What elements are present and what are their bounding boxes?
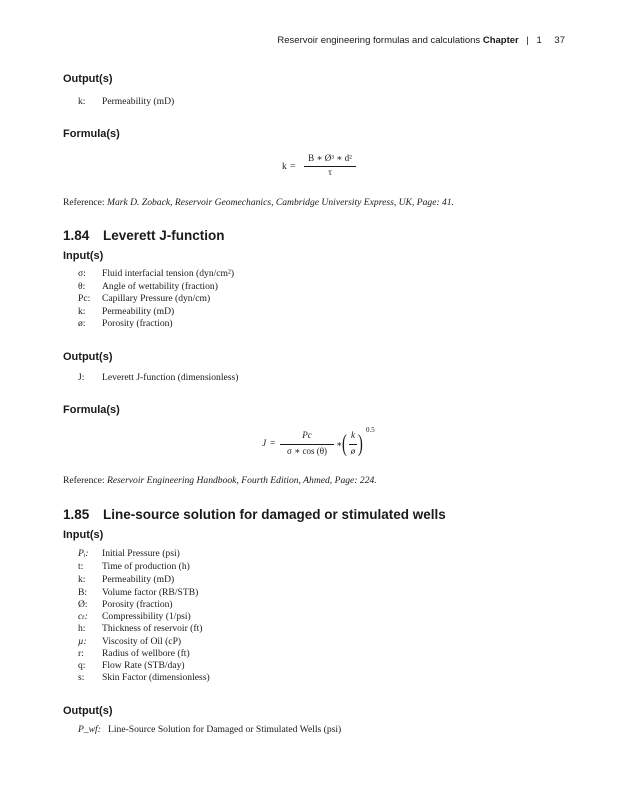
page-number: 37 (554, 35, 565, 46)
formula-heading: Formula(s) (63, 404, 120, 416)
input-symbol: Pᵢ: (78, 548, 89, 559)
input-symbol: ø: (78, 318, 86, 329)
input-item (78, 636, 181, 647)
reference-label: Reference: (63, 197, 105, 208)
output-item (78, 372, 238, 383)
input-symbol: Ø: (78, 599, 88, 610)
input-text: Radius of wellbore (ft) (102, 648, 190, 659)
reference-source: Reservoir Engineering Handbook, Fourth Edition, Ahmed, Page: 224. (106, 475, 377, 486)
formula-denominator: τ (328, 168, 332, 178)
input-symbol: t: (78, 561, 84, 572)
input-text: Skin Factor (dimensionless) (102, 672, 210, 683)
output-heading: Output(s) (63, 73, 113, 85)
input-symbol: σ: (78, 268, 86, 279)
input-text: Volume factor (RB/STB) (102, 587, 199, 598)
input-item (78, 548, 180, 559)
output-text: Permeability (mD) (102, 96, 175, 107)
running-head (277, 35, 565, 46)
input-item (78, 574, 174, 585)
input-text: Time of production (h) (102, 561, 190, 572)
input-text: Compressibility (1/psi) (102, 611, 191, 622)
output-symbol: J: (78, 372, 85, 383)
input-text: Permeability (mD) (102, 574, 175, 585)
input-heading: Input(s) (63, 529, 104, 541)
permeability-formula (282, 153, 362, 183)
output-text: Line-Source Solution for Damaged or Stimulated Wells (psi) (108, 724, 342, 735)
input-text: Capillary Pressure (dyn/cm) (102, 293, 211, 304)
formula-equals: = (290, 162, 296, 172)
reference-label: Reference: (63, 475, 105, 486)
input-symbol: s: (78, 672, 85, 683)
input-text: Fluid interfacial tension (dyn/cm²) (102, 268, 235, 279)
formula-exponent: 0.5 (366, 426, 375, 434)
input-item (78, 648, 190, 659)
formula-denominator: σ ∗ cos (θ) (286, 446, 328, 456)
input-item (78, 611, 191, 622)
input-symbol: B: (78, 587, 88, 598)
input-text: Porosity (fraction) (102, 599, 173, 610)
input-item (78, 672, 210, 683)
running-head-title: Reservoir engineering formulas and calculations (277, 35, 481, 46)
input-symbol: µ: (78, 636, 87, 647)
input-text: Thickness of reservoir (ft) (102, 623, 203, 634)
input-symbol: h: (78, 623, 86, 634)
formula-equals: = (270, 439, 276, 449)
input-item (78, 599, 173, 610)
input-symbol: q: (78, 660, 86, 671)
input-item (78, 561, 190, 572)
inner-fraction-bar (349, 444, 357, 445)
input-item (78, 318, 173, 329)
section-number: 1.85 (63, 507, 90, 522)
input-symbol: θ: (78, 281, 86, 292)
output-symbol: P_wf: (78, 724, 101, 735)
section-name: Leverett J-function (103, 228, 225, 243)
chapter-label: Chapter (482, 35, 519, 46)
running-head-separator: | (526, 35, 529, 46)
formula-numerator: B ∗ Ø³ ∗ d² (308, 153, 352, 163)
input-item (78, 268, 234, 279)
input-heading: Input(s) (63, 250, 104, 262)
fraction-bar (304, 166, 356, 167)
input-text: Viscosity of Oil (cP) (102, 636, 182, 647)
section-name: Line-source solution for damaged or stimulated wells (103, 507, 446, 522)
reference (63, 475, 377, 486)
input-text: Permeability (mD) (102, 306, 175, 317)
inner-numerator: k (351, 430, 355, 440)
chapter-number: 1 (536, 35, 542, 46)
formula-numerator: Pc (302, 430, 312, 440)
input-item (78, 623, 202, 634)
input-symbol: k: (78, 574, 86, 585)
input-item (78, 281, 218, 292)
input-text: Initial Pressure (psi) (102, 548, 180, 559)
left-paren: ( (342, 431, 347, 457)
input-text: Porosity (fraction) (102, 318, 173, 329)
output-heading: Output(s) (63, 705, 113, 717)
reference (63, 197, 454, 208)
inner-denominator: ø (350, 446, 356, 456)
input-text: Angle of wettability (fraction) (102, 281, 218, 292)
input-text: Flow Rate (STB/day) (102, 660, 185, 671)
input-symbol: k: (78, 306, 86, 317)
output-symbol: k: (78, 96, 86, 107)
input-item (78, 306, 174, 317)
formula-lhs: k (282, 162, 287, 172)
output-item (78, 96, 174, 107)
section-number: 1.84 (63, 228, 90, 243)
multiply-operator: ∗ (336, 440, 343, 450)
output-heading: Output(s) (63, 351, 113, 363)
formula-heading: Formula(s) (63, 128, 120, 140)
output-text: Leverett J-function (dimensionless) (102, 372, 239, 383)
reference-source: Mark D. Zoback, Reservoir Geomechanics, Cambridge University Express, UK, Page: 41. (106, 197, 455, 208)
fraction-bar (280, 444, 334, 445)
section-title (63, 228, 225, 243)
formula-lhs: J (262, 439, 267, 449)
input-item (78, 587, 198, 598)
input-symbol: Pc: (78, 293, 91, 304)
section-title (63, 507, 446, 522)
input-symbol: cₜ: (78, 611, 88, 622)
input-item (78, 660, 185, 671)
output-item (78, 724, 341, 735)
leverett-formula (262, 426, 375, 464)
input-symbol: r: (78, 648, 84, 659)
right-paren: ) (358, 431, 363, 457)
input-item (78, 293, 210, 304)
